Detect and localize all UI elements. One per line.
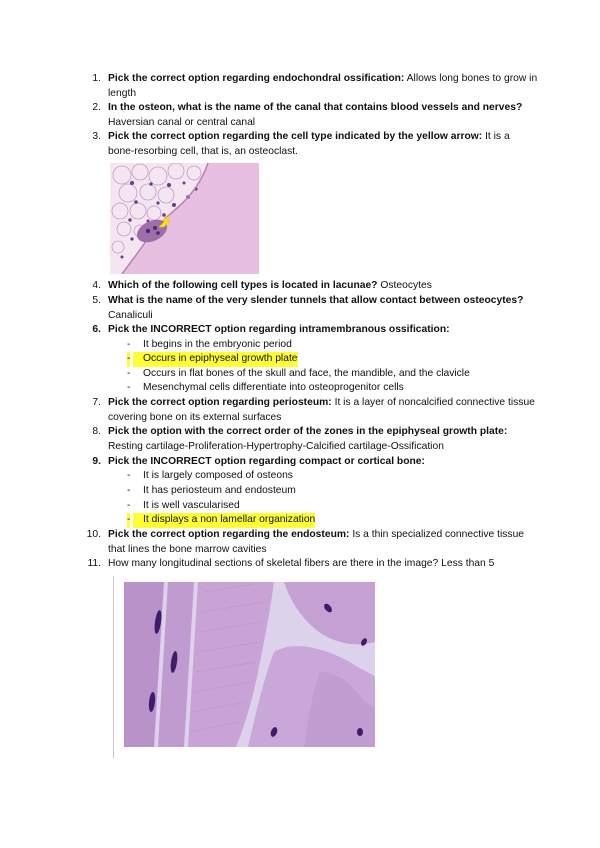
image-left-rule bbox=[113, 576, 114, 758]
question-number: 10. bbox=[86, 529, 101, 540]
question-number: 4. bbox=[92, 280, 101, 291]
answer-text: Resting cartilage-Proliferation-Hypertrophy-Calcified cartilage-Ossification bbox=[108, 440, 444, 452]
option-text: Mesenchymal cells differentiate into osteoprogenitor cells bbox=[143, 382, 404, 393]
option-text: It is largely composed of osteons bbox=[143, 470, 293, 481]
question-number: 9. bbox=[92, 456, 101, 467]
skeletal-muscle-micrograph bbox=[124, 582, 375, 747]
question-text: What is the name of the very slender tunnels that allow contact between osteocytes? bbox=[108, 295, 524, 306]
option-text: It is well vascularised bbox=[143, 500, 240, 511]
question-text: Pick the INCORRECT option regarding intramembranous ossification: bbox=[108, 324, 450, 335]
question-text: Pick the option with the correct order of the zones in the epiphyseal growth plate: bbox=[108, 426, 508, 437]
option-text: Occurs in flat bones of the skull and face, the mandible, and the clavicle bbox=[143, 368, 470, 379]
answer-text: It is a layer of noncalcified connective tissue covering bone on its external surfaces bbox=[108, 397, 535, 423]
option-text: Occurs in epiphyseal growth plate bbox=[133, 352, 298, 367]
question-text: Pick the correct option regarding the cell type indicated by the yellow arrow: bbox=[108, 131, 483, 142]
question-number: 5. bbox=[92, 295, 101, 306]
question-number: 1. bbox=[92, 73, 101, 84]
answer-text: Haversian canal or central canal bbox=[108, 116, 256, 128]
answer-text: Allows long bones to grow in length bbox=[108, 73, 538, 99]
answer-text: Is a thin specialized connective tissue that lines the bone marrow cavities bbox=[108, 529, 525, 555]
answer-text: How many longitudinal sections of skeletal fibers are there in the image? Less than 5 bbox=[108, 558, 495, 569]
answer-text: Canaliculi bbox=[108, 309, 153, 321]
question-text: Pick the correct option regarding endochondral ossification: bbox=[108, 73, 405, 84]
option-text: It displays a non lamellar organization bbox=[133, 513, 315, 528]
question-number: 7. bbox=[92, 397, 101, 408]
osteoclast-micrograph bbox=[110, 163, 259, 274]
question-number: 2. bbox=[92, 102, 101, 113]
option-text: It begins in the embryonic period bbox=[143, 339, 292, 350]
question-text: In the osteon, what is the name of the canal that contains blood vessels and nerves? bbox=[108, 102, 523, 113]
question-text: Pick the INCORRECT option regarding compact or cortical bone: bbox=[108, 456, 425, 467]
question-number: 6. bbox=[92, 324, 101, 335]
option-text: It has periosteum and endosteum bbox=[143, 485, 296, 496]
question-number: 3. bbox=[92, 131, 101, 142]
question-text: Which of the following cell types is located in lacunae? bbox=[108, 280, 378, 291]
question-number: 11. bbox=[87, 558, 101, 569]
answer-text: Osteocytes bbox=[377, 280, 432, 291]
question-text: Pick the correct option regarding periosteum: bbox=[108, 397, 332, 408]
answer-text: It is a bone-resorbing cell, that is, an osteoclast. bbox=[108, 131, 510, 157]
question-text: Pick the correct option regarding the endosteum: bbox=[108, 529, 350, 540]
question-number: 8. bbox=[92, 426, 101, 437]
